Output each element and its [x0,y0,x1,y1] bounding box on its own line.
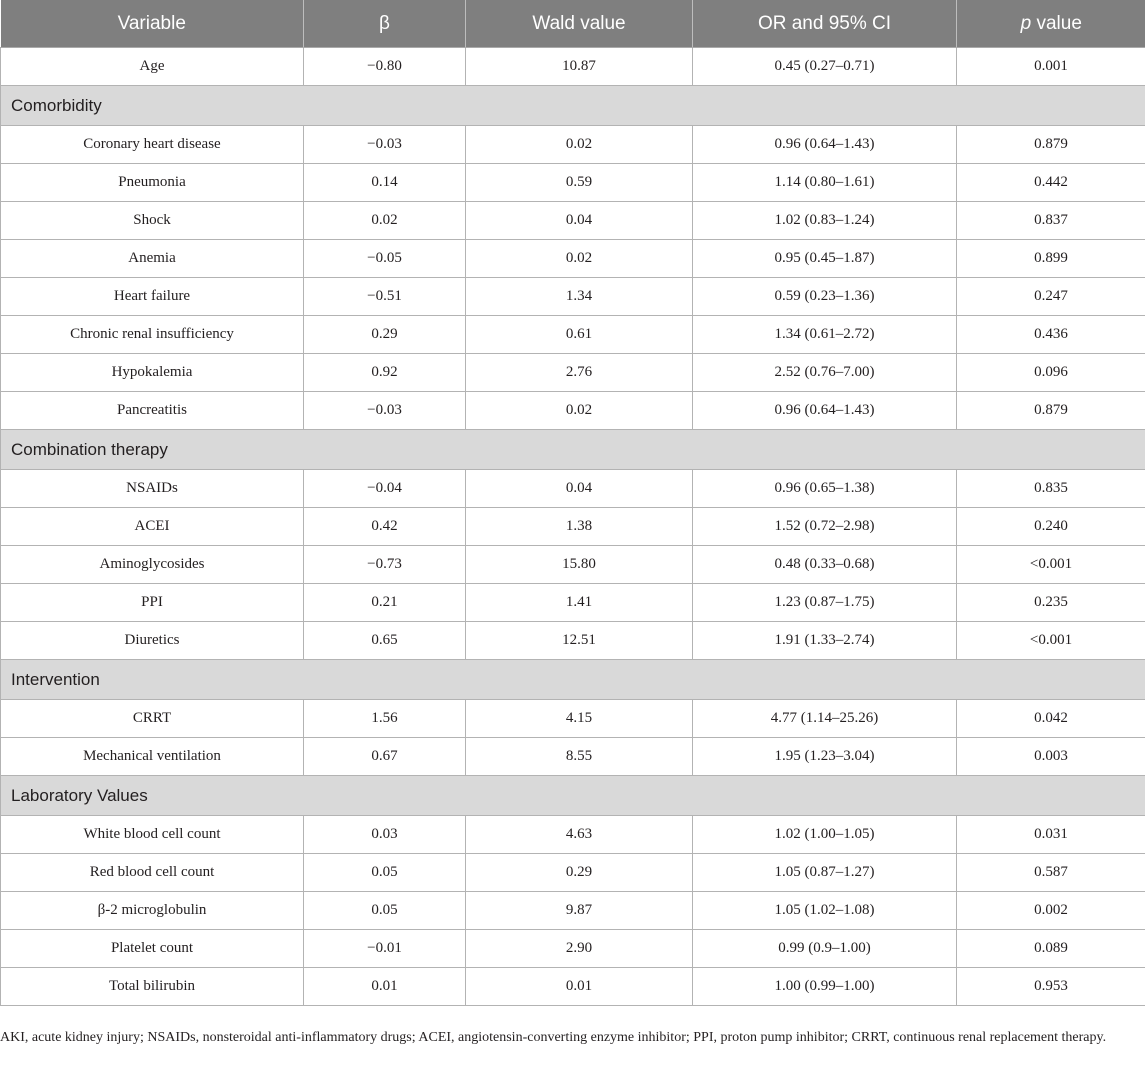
table-row [1,700,1145,738]
variable-cell: Pneumonia [1,164,304,202]
variable-cell: Total bilirubin [1,968,304,1006]
wald-cell: 0.59 [466,164,693,202]
or-cell: 1.52 (0.72–2.98) [693,508,957,546]
beta-cell: 0.67 [304,738,466,776]
wald-cell: 1.41 [466,584,693,622]
variable-cell: ACEI [1,508,304,546]
table-row [1,164,1145,202]
table-row [1,392,1145,430]
beta-cell: 0.05 [304,854,466,892]
or-cell: 1.02 (0.83–1.24) [693,202,957,240]
variable-cell: Coronary heart disease [1,126,304,164]
variable-cell: Shock [1,202,304,240]
variable-cell: Mechanical ventilation [1,738,304,776]
or-cell: 0.48 (0.33–0.68) [693,546,957,584]
wald-cell: 0.02 [466,392,693,430]
or-cell: 1.00 (0.99–1.00) [693,968,957,1006]
table-row [1,892,1145,930]
header-row [1,0,1145,48]
variable-cell: Chronic renal insufficiency [1,316,304,354]
beta-cell: −0.01 [304,930,466,968]
table-row [1,546,1145,584]
beta-cell: 0.65 [304,622,466,660]
p-cell: 0.879 [957,126,1145,164]
or-cell: 1.95 (1.23–3.04) [693,738,957,776]
table-row [1,508,1145,546]
or-cell: 0.59 (0.23–1.36) [693,278,957,316]
variable-cell: Pancreatitis [1,392,304,430]
p-cell: 0.089 [957,930,1145,968]
beta-cell: 0.05 [304,892,466,930]
section-combination-therapy [1,430,1145,470]
or-cell: 4.77 (1.14–25.26) [693,700,957,738]
variable-cell: Platelet count [1,930,304,968]
p-cell: 0.587 [957,854,1145,892]
wald-cell: 0.02 [466,240,693,278]
or-cell: 1.34 (0.61–2.72) [693,316,957,354]
table-row [1,738,1145,776]
wald-cell: 1.34 [466,278,693,316]
table-row [1,202,1145,240]
table-row [1,816,1145,854]
beta-cell: 0.29 [304,316,466,354]
or-cell: 2.52 (0.76–7.00) [693,354,957,392]
wald-cell: 0.04 [466,470,693,508]
p-cell: 0.031 [957,816,1145,854]
wald-cell: 0.29 [466,854,693,892]
or-cell: 0.96 (0.64–1.43) [693,126,957,164]
p-cell: 0.235 [957,584,1145,622]
beta-cell: 0.03 [304,816,466,854]
variable-cell: Anemia [1,240,304,278]
wald-cell: 4.15 [466,700,693,738]
p-cell: <0.001 [957,546,1145,584]
or-cell: 1.02 (1.00–1.05) [693,816,957,854]
table-row [1,240,1145,278]
section-laboratory-values [1,776,1145,816]
beta-cell: −0.03 [304,392,466,430]
header-beta: β [304,0,466,48]
p-cell: 0.002 [957,892,1145,930]
wald-cell: 1.38 [466,508,693,546]
p-cell: 0.247 [957,278,1145,316]
p-cell: 0.042 [957,700,1145,738]
beta-cell: −0.51 [304,278,466,316]
or-cell: 0.99 (0.9–1.00) [693,930,957,968]
wald-cell: 0.04 [466,202,693,240]
header-p-symbol: p [1020,12,1032,34]
wald-cell: 0.01 [466,968,693,1006]
beta-cell: −0.73 [304,546,466,584]
wald-cell: 8.55 [466,738,693,776]
table-row [1,854,1145,892]
variable-cell: PPI [1,584,304,622]
section-intervention [1,660,1145,700]
beta-cell: 0.14 [304,164,466,202]
p-cell: 0.003 [957,738,1145,776]
or-cell: 0.96 (0.64–1.43) [693,392,957,430]
wald-cell: 15.80 [466,546,693,584]
beta-cell: 0.01 [304,968,466,1006]
wald-cell: 2.90 [466,930,693,968]
beta-cell: 1.56 [304,700,466,738]
wald-cell: 2.76 [466,354,693,392]
beta-cell: −0.03 [304,126,466,164]
beta-cell: 0.92 [304,354,466,392]
variable-cell: Red blood cell count [1,854,304,892]
p-cell: 0.442 [957,164,1145,202]
wald-cell: 9.87 [466,892,693,930]
wald-cell: 10.87 [466,48,693,86]
p-cell: <0.001 [957,622,1145,660]
variable-cell: β-2 microglobulin [1,892,304,930]
header-or-ci: OR and 95% CI [693,0,957,48]
p-cell: 0.879 [957,392,1145,430]
table-row [1,354,1145,392]
p-cell: 0.835 [957,470,1145,508]
table-row [1,126,1145,164]
wald-cell: 0.02 [466,126,693,164]
variable-cell: CRRT [1,700,304,738]
header-p-value [957,0,1145,48]
variable-cell: Aminoglycosides [1,546,304,584]
section-comorbidity [1,86,1145,126]
wald-cell: 4.63 [466,816,693,854]
p-cell: 0.837 [957,202,1145,240]
p-cell: 0.001 [957,48,1145,86]
section-title: Intervention [1,660,1145,700]
table-row [1,622,1145,660]
variable-cell: NSAIDs [1,470,304,508]
section-title: Combination therapy [1,430,1145,470]
beta-cell: 0.02 [304,202,466,240]
beta-cell: −0.04 [304,470,466,508]
header-variable: Variable [1,0,304,48]
variable-cell: Hypokalemia [1,354,304,392]
beta-cell: −0.05 [304,240,466,278]
or-cell: 1.14 (0.80–1.61) [693,164,957,202]
table-row [1,316,1145,354]
table-row [1,278,1145,316]
section-title: Laboratory Values [1,776,1145,816]
section-title: Comorbidity [1,86,1145,126]
table-row [1,930,1145,968]
beta-cell: 0.42 [304,508,466,546]
variable-cell: Diuretics [1,622,304,660]
or-cell: 1.05 (1.02–1.08) [693,892,957,930]
or-cell: 1.05 (0.87–1.27) [693,854,957,892]
header-wald: Wald value [466,0,693,48]
beta-cell: 0.21 [304,584,466,622]
p-cell: 0.096 [957,354,1145,392]
p-cell: 0.240 [957,508,1145,546]
table-row [1,470,1145,508]
beta-cell: −0.80 [304,48,466,86]
p-cell: 0.899 [957,240,1145,278]
table-footnote: AKI, acute kidney injury; NSAIDs, nonsteroidal anti-inflammatory drugs; ACEI, angiotensin-converting enzyme inhibitor; PPI, proton pump inhibitor; CRRT, continuous renal replacement therapy. [0,1030,1107,1045]
variable-cell: Heart failure [1,278,304,316]
header-p-suffix: value [1031,12,1082,34]
table-row [1,968,1145,1006]
wald-cell: 0.61 [466,316,693,354]
variable-cell: Age [1,48,304,86]
or-cell: 0.45 (0.27–0.71) [693,48,957,86]
or-cell: 1.91 (1.33–2.74) [693,622,957,660]
table-row [1,584,1145,622]
variable-cell: White blood cell count [1,816,304,854]
or-cell: 0.95 (0.45–1.87) [693,240,957,278]
or-cell: 1.23 (0.87–1.75) [693,584,957,622]
or-cell: 0.96 (0.65–1.38) [693,470,957,508]
table-row-age [1,48,1145,86]
p-cell: 0.953 [957,968,1145,1006]
p-cell: 0.436 [957,316,1145,354]
wald-cell: 12.51 [466,622,693,660]
